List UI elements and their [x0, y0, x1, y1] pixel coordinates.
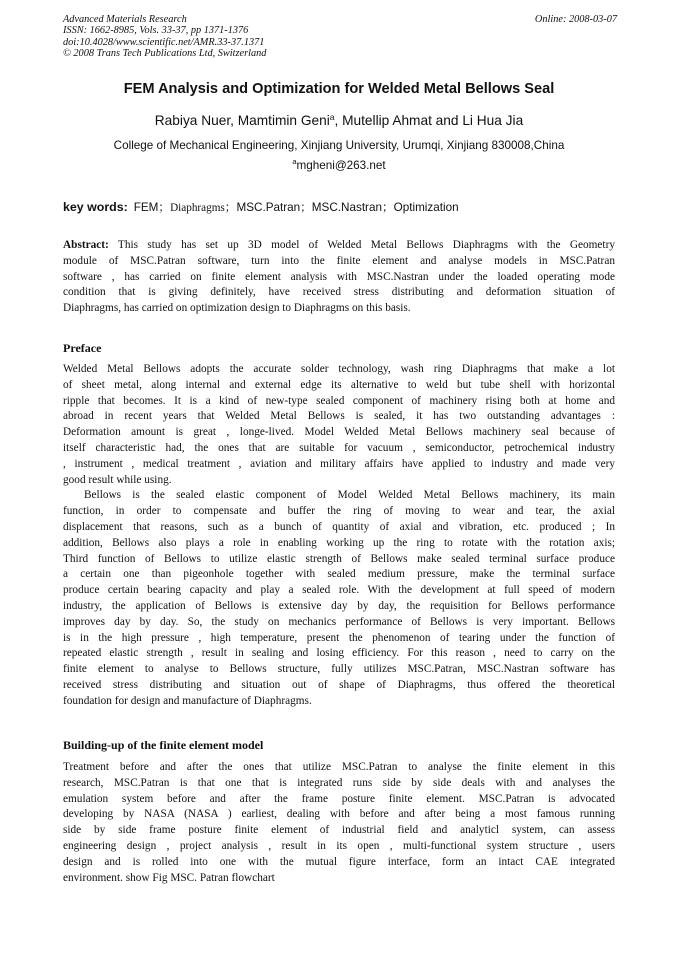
abstract-line: module of MSC.Patran software, turn into the finite element and analyse models in MSC.Patran	[63, 254, 615, 267]
preface-line: repeated elastic strength , result in sealing and losing efficiency. For this reason , need to carry on the	[63, 647, 615, 660]
journal-header	[63, 14, 393, 60]
building-section	[63, 760, 615, 886]
preface-line: Welded Metal Bellows adopts the accurate solder technology, wash ring Diaphragms that make a lot	[63, 363, 615, 375]
abstract-line: condition that is giving definitely, have received stress distributing and deformation situation of	[63, 286, 615, 299]
preface-line: itself characteristic had, the ones that are suitable for vacuum , semiconductor, petrochemical industry	[63, 441, 615, 454]
contact-email	[63, 158, 615, 173]
email-address: mgheni@263.net	[296, 159, 386, 172]
preface-line: improves day by day. So, the study on mechanics performance of Bellows is very important. Bellows	[63, 615, 615, 628]
preface-line: function, in order to compensate and buffer the ring of moving to wear and tear, the axial	[63, 505, 615, 518]
preface-line: finite element to analyse to Bellows structure, fully utilizes MSC.Patran, MSC.Nastran software has	[63, 663, 615, 676]
building-line: developing by NASA (NASA ) earliest, dealing with before and after being a most famous running	[63, 808, 615, 821]
online-date: Online: 2008-03-07	[534, 14, 617, 25]
preface-line: industry, the application of Bellows is extensive day by day, the requisition for Bellows performance	[63, 599, 615, 612]
keyword-rest: ；MSC.Patran；MSC.Nastran；Optimization	[224, 201, 459, 214]
doi-line: doi:10.4028/www.scientific.net/AMR.33-37.1371	[63, 36, 265, 48]
author-list	[63, 112, 615, 130]
abstract-section	[63, 238, 615, 317]
building-line: side by side frame posture finite element of industrial field and analyticl system, can assess	[63, 824, 615, 837]
preface-line: , instrument , medical treatment , aviation and military affairs have applied to industry and made very	[63, 457, 615, 470]
building-line: design and is rolled into one with the mutual figure interface, form an intact CAE integrated	[63, 855, 615, 868]
preface-line: displacement that reasons, such as a bunch of quantity of axial and vibration, etc. produced ; In	[63, 520, 615, 533]
preface-line: Bellows is the sealed elastic component of Model Welded Metal Bellows machinery, its main	[84, 489, 615, 502]
preface-line: a certain one than pigeonhole together with sealed medium pressure, make the terminal surface	[63, 568, 615, 581]
preface-line: abroad in recent years that Welded Metal Bellows is sealed, it has two outstanding advantages :	[63, 410, 615, 423]
preface-line: Deformation amount is great , longe-lived. Model Welded Metal Bellows machinery seal because of	[63, 426, 615, 439]
preface-line: good result while using.	[63, 473, 172, 486]
keyword-diaphragms: Diaphragms	[170, 202, 225, 214]
paper-title: FEM Analysis and Optimization for Welded Metal Bellows Seal	[123, 81, 555, 97]
preface-line: Third function of Bellows to utilize elastic strength of Bellows make sealed terminal surface produce	[63, 552, 615, 565]
authors-first: Rabiya Nuer, Mamtimin Geni	[154, 113, 330, 128]
abstract-label: Abstract:	[63, 239, 109, 251]
preface-line: of sheet metal, along internal and external edge its alternative to weld but tube shell with horizontal	[63, 378, 615, 391]
building-line: research, MSC.Patran is that one that is integrated runs side by side deals with and analyses the	[63, 776, 615, 789]
building-line: environment. show Fig MSC. Patran flowchart	[63, 871, 275, 884]
abstract-line: software , has carried on finite element analysis with MSC.Nastran under the loaded operating mode	[63, 270, 615, 283]
preface-heading: Preface	[63, 341, 102, 355]
issn-line: ISSN: 1662-8985, Vols. 33-37, pp 1371-1376	[63, 25, 249, 37]
building-line: engineering design , project analysis , result in its open , multi-functional system structure , users	[63, 839, 615, 852]
preface-line: received stress distributing and situation out of shape of Diaphragms, thus offered the theoretical	[63, 678, 615, 691]
author-affil-mark: a	[329, 112, 335, 122]
preface-line: foundation for design and manufacture of Diaphragms.	[63, 694, 312, 707]
abstract-line: Abstract: This study has set up 3D model of Welded Metal Bellows Diaphragms with the Geometry	[63, 239, 615, 251]
email-mark: a	[292, 157, 297, 166]
preface-line: ripple that becomes. It is a kind of new-type sealed component of machinery rising both at home and	[63, 394, 615, 407]
preface-line: addition, Bellows also plays a role in enabling working up the ring to rotate with the rotation axis;	[63, 536, 615, 549]
affiliation: College of Mechanical Engineering, Xinjiang University, Urumqi, Xinjiang 830008,China	[113, 139, 565, 152]
journal-name: Advanced Materials Research	[63, 14, 187, 25]
building-line: Treatment before and after the ones that utilize MSC.Patran to analyse the finite element in this	[63, 761, 615, 773]
keywords-label: key words:	[63, 200, 128, 214]
authors-rest: , Mutellip Ahmat and Li Hua Jia	[334, 113, 524, 128]
preface-line: is in the high pressure , high temperature, present the phenomenon of tearing under the function of	[63, 631, 615, 644]
keywords-line	[63, 199, 615, 216]
building-heading: Building-up of the finite element model	[63, 738, 264, 752]
building-line: emulation system before and after the frame posture finite element. MSC.Patran is advocated	[63, 792, 615, 805]
preface-line: produce certain bearing capacity and play a sealed role. With the development at full speed of modern	[63, 584, 615, 597]
preface-section	[63, 362, 615, 710]
copyright-line: © 2008 Trans Tech Publications Ltd, Switzerland	[63, 48, 267, 60]
abstract-line: Diaphragms, has carried on optimization design to Diaphragms on this basis.	[63, 302, 411, 315]
keyword-fem: FEM；	[133, 201, 171, 214]
